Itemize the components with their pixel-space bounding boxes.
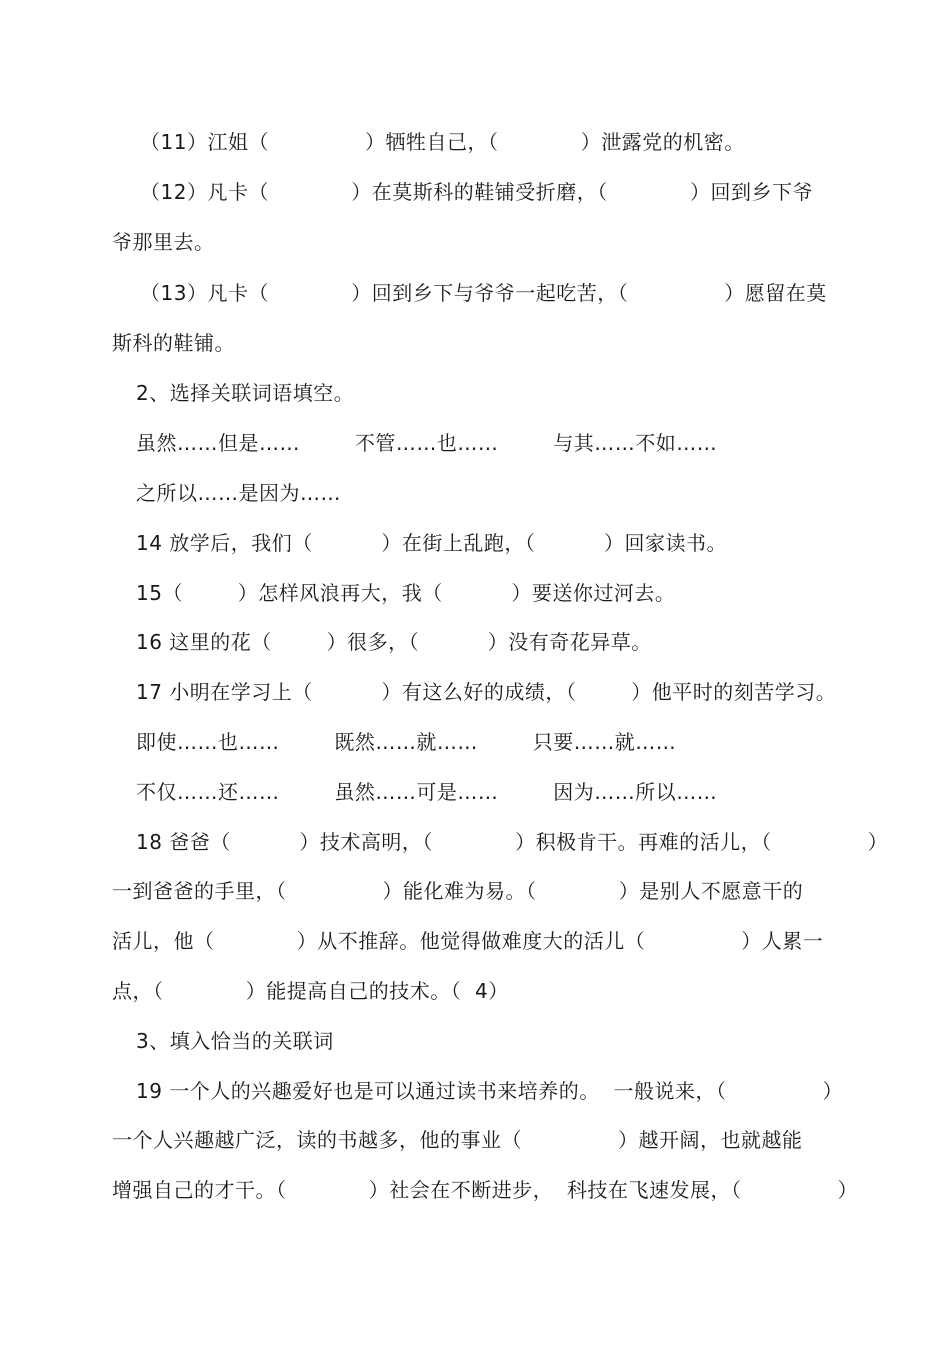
word-bank-2: 即使……也…… 既然……就…… 只要……就…… xyxy=(136,730,677,754)
line-q13-cont: 斯科的鞋铺。 xyxy=(112,331,235,355)
line-q14: 14 放学后，我们（ ）在街上乱跑，（ ）回家读书。 xyxy=(136,531,727,555)
line-q12: （12）凡卡（ ）在莫斯科的鞋铺受折磨，（ ）回到乡下爷 xyxy=(140,180,814,204)
section-3-heading: 3、填入恰当的关联词 xyxy=(136,1029,334,1053)
word-bank-2b: 不仅……还…… 虽然……可是…… 因为……所以…… xyxy=(136,780,718,804)
line-q17: 17 小明在学习上（ ）有这么好的成绩，（ ）他平时的刻苦学习。 xyxy=(136,680,837,704)
line-q19-cont-2: 增强自己的才干。（ ）社会在不断进步， 科技在飞速发展，（ ） xyxy=(112,1178,859,1202)
line-q18-cont-2: 活儿，他（ ）从不推辞。他觉得做难度大的活儿（ ）人累一 xyxy=(112,929,824,953)
line-q11: （11）江姐（ ）牺牲自己，（ ）泄露党的机密。 xyxy=(140,130,745,154)
line-q18: 18 爸爸（ ）技术高明，（ ）积极肯干。再难的活儿，（ ） xyxy=(136,830,889,854)
word-bank-1: 虽然……但是…… 不管……也…… 与其……不如…… xyxy=(136,431,718,455)
line-q18-cont-1: 一到爸爸的手里，（ ）能化难为易。（ ）是别人不愿意干的 xyxy=(112,879,804,903)
line-q19: 19 一个人的兴趣爱好也是可以通过读书来培养的。 一般说来，（ ） xyxy=(136,1079,844,1103)
line-q15: 15（ ）怎样风浪再大，我（ ）要送你过河去。 xyxy=(136,581,676,605)
line-q16: 16 这里的花（ ）很多，（ ）没有奇花异草。 xyxy=(136,630,652,654)
line-q12-cont: 爷那里去。 xyxy=(112,230,215,254)
line-q13: （13）凡卡（ ）回到乡下与爷爷一起吃苦，（ ）愿留在莫 xyxy=(140,281,827,305)
line-q18-cont-3: 点，（ ）能提高自己的技术。（ 4） xyxy=(112,979,509,1003)
section-2-heading: 2、选择关联词语填空。 xyxy=(136,381,355,405)
word-bank-1b: 之所以……是因为…… xyxy=(136,481,341,505)
line-q19-cont-1: 一个人兴趣越广泛，读的书越多，他的事业（ ）越开阔，也就越能 xyxy=(112,1128,803,1152)
